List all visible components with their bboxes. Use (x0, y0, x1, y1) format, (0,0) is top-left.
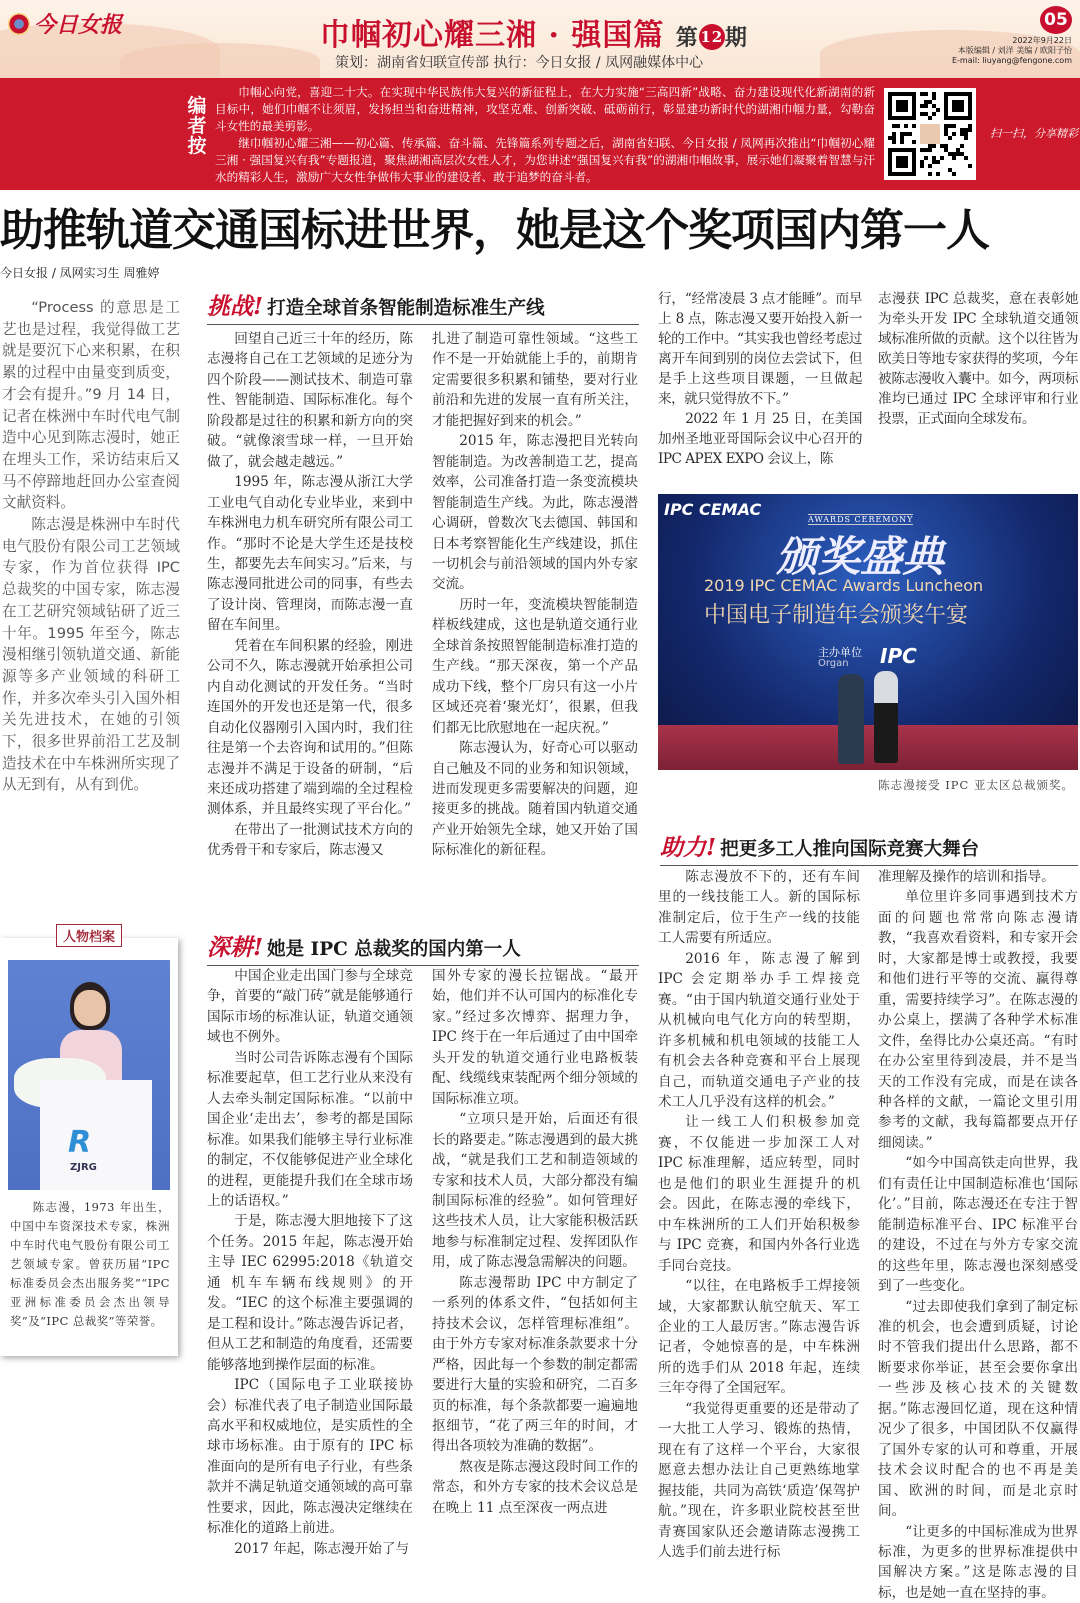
paragraph: 2017 年起，陈志漫开始了与 (207, 1539, 413, 1559)
paragraph: “以往，在电路板手工焊接领域，大家都默认航空航天、军工企业的工人最厉害。”陈志漫告诉记者，令她惊喜的是，中车株洲所的选手们从 2018 年起，连续三年夺得了全国冠军。 (658, 1276, 860, 1399)
paragraph: “如今中国高铁走向世界，我们有责任让中国制造标准也‘国际化’。”目前，陈志漫还在专注于智能制造标准平台、IPC 标准平台的建设，不过在与外方专家交流的这些年里，陈志漫也深刻感受到了一些变化。 (878, 1153, 1078, 1296)
editor-note-paragraph: 巾帼心向党，喜迎二十大。在实现中华民族伟大复兴的新征程上，在大力实施“三高四新”战略、奋力建设现代化新湖南的新目标中，她们巾帼不让须眉，发扬担当和奋进精神，攻坚克难、创新突破、砥砺前行，彰显建功新时代的湖湘巾帼力量，勾勒奋斗女性的最美剪影。 (215, 84, 875, 135)
section-tag: 挑战! (207, 293, 263, 320)
paragraph-continued: 国外专家的漫长拉锯战。“最开始，他们并不认可国内的标准化专家。”经过多次博弈、据理力争，IPC 终于在一年后通过了由中国牵头开发的轨道交通行业电路板装配、线缆线束装配两个细分领域的国际标准立项。 (432, 966, 638, 1109)
paragraph: “过去即使我们拿到了制定标准的机会，也会遭到质疑，讨论时不管我们提出什么思路，都不断要求你举证，甚至会要你拿出一些涉及核心技术的关键数据。”陈志漫回忆道，现在这种情况少了很多，中国团队不仅赢得了国外专家的认可和尊重，开展技术会议时配合的也不再是美国、欧洲的时间，而是北京时间。 (878, 1297, 1078, 1522)
award-column-left (658, 289, 862, 469)
editor-credits: 本版编辑 / 刘洋 美编 / 欧阳子怡 (952, 46, 1072, 56)
paragraph: 在带出了一批测试技术方向的优秀骨干和专家后，陈志漫又 (207, 820, 413, 861)
section-heading-challenge (207, 288, 639, 325)
paragraph: 当时公司告诉陈志漫有个国际标准要起草，但工艺行业从来没有人去牵头制定国际标准。“以前中国企业‘走出去’，参考的都是国际标准。如果我们能够主导行业标准的制定，不仅能够促进产业全球化的进程，更能提升我们在全球市场上的话语权。” (207, 1048, 413, 1212)
editor-note-text (215, 84, 875, 186)
section-heading-deep (207, 929, 639, 966)
paragraph: 中国企业走出国门参与全球竞争，首要的“敲门砖”就是能够通行国际市场的标准认证，轨道交通领域也不例外。 (207, 966, 413, 1048)
editor-note-paragraph: 继巾帼初心耀三湘——初心篇、传承篇、奋斗篇、先锋篇系列专题之后，湖南省妇联、今日女报 / 凤网再次推出“巾帼初心耀三湘 · 强国复兴有我”专题报道，聚焦湖湘高层次女性人才，为您讲述“强国复兴有我”的湖湘巾帼故事，展示她们凝聚着智慧与汗水的精彩人生，激励广大女性争做伟大事业的建设者、敢于追梦的奋斗者。 (215, 135, 875, 186)
stage-floor (658, 725, 1078, 770)
section3-column2 (878, 867, 1078, 1603)
section1-column2 (432, 329, 638, 861)
paragraph: 陈志漫是株洲中车时代电气股份有限公司工艺领域专家，作为首位获得 IPC 总裁奖的中国专家，陈志漫在工艺研究领域钻研了近三十年。1995 年至今，陈志漫相继引领轨道交通、新能源等多产业领域的科研工作，并多次牵头引入国外相关先进技术，在她的引领下，很多世界前沿工艺及制造技术在中车株洲所实现了从无到有，从有到优。 (2, 514, 180, 796)
profile-label: 人物档案 (56, 924, 122, 947)
photo-brand-text: IPC CEMAC (664, 500, 761, 519)
column-banner-title (320, 10, 748, 54)
qr-caption-text: 扫一扫，分享精彩 (990, 127, 1078, 140)
podium-logo-text: ZJRG (70, 1162, 97, 1173)
editor-email: E-mail: liuyang@fengone.com (952, 56, 1072, 66)
page-number: 05 (1040, 6, 1072, 34)
photo-ipc-logo: IPC (880, 644, 917, 668)
lead-column (2, 297, 180, 796)
paragraph: 2015 年，陈志漫把目光转向智能制造。为改善制造工艺，提高效率，公司准备打造一条变流模块智能制造生产线。为此，陈志漫潜心调研，曾数次飞去德国、韩国和日本考察智能化生产线建设，抓住一切机会与前沿领域的国内外专家交流。 (432, 431, 638, 595)
photo-ceremony-text: AWARDS CEREMONY (808, 514, 913, 525)
paragraph: “立项只是开始，后面还有很长的路要走。”陈志漫遇到的最大挑战，“就是我们工艺和制造领域的专家和技术人员，大部分都没有编制国际标准的经验”。如何管理好这些技术人员，让大家能积极活跃地参与标准制定过程、发挥团队作用，成了陈志漫急需解决的问题。 (432, 1109, 638, 1273)
qr-code[interactable] (884, 88, 976, 180)
paragraph: 陈志漫认为，好奇心可以驱动自己触及不同的业务和知识领域，进而发现更多需要解决的问题，迎接更多的挑战。随着国内轨道交通产业开始领先全球，她又开始了国际标准化的新征程。 (432, 738, 638, 861)
award-photo-caption: 陈志漫接受 IPC 亚太区总裁颁奖。 (878, 777, 1074, 793)
paragraph: 让一线工人们积极参加竞赛，不仅能进一步加深工人对 IPC 标准理解，适应转型，同时也是他们的职业生涯提升的机会。因此，在陈志漫的牵线下，中车株洲所的工人们开始积极参与 IPC 竞赛，和国内外各行业选手同台竞技。 (658, 1112, 860, 1276)
section-tag: 深耕! (207, 934, 263, 961)
section2-column1 (207, 966, 413, 1559)
issue-prefix: 第 (676, 25, 699, 51)
section1-column1 (207, 329, 413, 861)
paragraph: “让更多的中国标准成为世界标准，为更多的世界标准提供中国解决方案。”这是陈志漫的目标，也是她一直在坚持的事。 (878, 1522, 1078, 1603)
paragraph-continued: 志漫获 IPC 总裁奖，意在表彰她为牵头开发 IPC 全球轨道交通领域标准所做的贡献。这个以往皆为欧美日等地专家获得的奖项，今年被陈志漫收入囊中。如今，两项标准均已通过 IPC 全球评审和行业投票，正式面向全球发布。 (878, 289, 1078, 429)
profile-text (10, 1198, 170, 1331)
photo-calligraphy-text: 颁奖盛典 (776, 524, 944, 584)
paragraph-continued: 行，“经常凌晨 3 点才能睡”。而早上 8 点，陈志漫又要开始投入新一轮的工作中。“其实我也曾经考虑过离开车间到别的岗位去尝试下，但是手上这些项目课题，一旦做起来，就只觉得放不下。” (658, 289, 862, 409)
header-meta (952, 36, 1072, 66)
qr-caption (990, 126, 1078, 141)
paragraph: 回望自己近三十年的经历，陈志漫将自己在工艺领域的足迹分为四个阶段——测试技术、制造可靠性、智能制造、国际标准化。每个阶段都是过往的积累和新方向的突破。“就像滚雪球一样，一旦开始做了，就会越走越远。” (207, 329, 413, 472)
podium-logo-icon: R (68, 1125, 91, 1160)
banner-subtitle: 策划：湖南省妇联宣传部 执行：今日女报 / 凤网融媒体中心 (335, 52, 703, 72)
issue-date: 2022年9月22日 (952, 36, 1072, 46)
photo-organizer: 主办单位 (818, 644, 862, 660)
photo-organizer-en: Organ (818, 658, 849, 669)
paragraph: 单位里许多同事遇到技术方面的问题也常常向陈志漫请教，“我喜欢看资料，和专家开会时，大家都是博士或教授，我要和他们进行平等的交流、赢得尊重，需要持续学习”。在陈志漫的办公桌上，摆满了各种学术标准文件，垒得比办公桌还高。“有时在办公室里待到凌晨，并不是当天的工作没有完成，而是在读各种各样的文献，一篇论文里引用参考的文献，我每篇都要点开仔细阅读。” (878, 887, 1078, 1153)
photo-event-cn: 中国电子制造年会颁奖午宴 (704, 598, 968, 629)
paragraph: 1995 年，陈志漫从浙江大学工业电气自动化专业毕业，来到中车株洲电力机车研究所有限公司工作。“那时不论是大学生还是技校生，都要先去车间实习。”后来，与陈志漫同批进公司的同事，有些去了设计岗、管理岗，而陈志漫一直留在车间里。 (207, 472, 413, 636)
profile-paragraph: 陈志漫，1973 年出生，中国中车资深技术专家，株洲中车时代电气股份有限公司工艺领域专家。曾获历届“IPC 标准委员会杰出服务奖”“IPC 亚洲标准委员会杰出领导奖”及“IPC 总裁奖”等荣誉。 (10, 1198, 170, 1331)
paragraph: “我觉得更重要的还是带动了一大批工人学习、锻炼的热情，现在有了这样一个平台，大家很愿意去想办法让自己更熟练地掌握技能，共同为高铁‘质造’保驾护航。”现在，许多职业院校甚至世青赛国家队还会邀请陈志漫携工人选手们前去进行标 (658, 1399, 860, 1563)
paragraph: 凭着在车间积累的经验，刚进公司不久，陈志漫就开始承担公司内自动化测试的开发任务。“当时连国外的开发也还是第一代，很多自动化仪器刚引入国内时，我们往往是第一个去咨询和试用的。”但陈志漫并不满足于设备的研制，“后来还成功搭建了端到端的全过程检测体系，并且最终实现了平台化。” (207, 636, 413, 820)
paragraph: 历时一年，变流模块智能制造样板线建成，这也是轨道交通行业全球首条按照智能制造标准打造的生产线。“那天深夜，第一个产品成功下线，整个厂房只有这一小片区域还亮着‘聚光灯’，很累，但我们都无比欣慰地在一起庆祝。” (432, 595, 638, 738)
section-title: 打造全球首条智能制造标准生产线 (267, 298, 545, 319)
award-column-right (878, 289, 1078, 429)
paragraph: 陈志漫放不下的，还有车间里的一线技能工人。新的国际标准制定后，位于生产一线的技能工人需要有所适应。 (658, 867, 860, 949)
paragraph: 2022 年 1 月 25 日，在美国加州圣地亚哥国际会议中心召开的 IPC APEX EXPO 会议上，陈 (658, 409, 862, 469)
editor-note-label: 编者按 (186, 96, 208, 156)
photo-event-en: 2019 IPC CEMAC Awards Luncheon (704, 576, 983, 595)
section-tag: 助力! (660, 834, 716, 861)
paragraph: 熬夜是陈志漫这段时间工作的常态，和外方专家的技术会议总是在晚上 11 点至深夜一两点进 (432, 1457, 638, 1518)
logo-emblem-icon (8, 13, 30, 35)
issue-suffix: 期 (725, 25, 748, 51)
paragraph-continued: 准理解及操作的培训和指导。 (878, 867, 1078, 887)
qr-code-icon (888, 92, 972, 176)
profile-photo (8, 960, 170, 1190)
article-headline: 助推轨道交通国标进世界，她是这个奖项国内第一人 (0, 194, 1080, 258)
banner-title-text: 巾帼初心耀三湘 · 强国篇 (320, 18, 664, 53)
award-ceremony-photo (658, 494, 1078, 770)
article-byline: 今日女报 / 凤网实习生 周雅婷 (0, 264, 160, 281)
paragraph: 2016 年，陈志漫了解到 IPC 会定期举办手工焊接竞赛。“由于国内轨道交通行业处于从机械向电气化方向的转型期，许多机械和机电领域的技能工人有机会去各种竞赛和平台上展现自己，而轨道交通电子产业的技术工人几乎没有这样的机会。” (658, 949, 860, 1113)
person-figure (874, 671, 898, 763)
paragraph: IPC（国际电子工业联接协会）标准代表了电子制造业国际最高水平和权威地位，是实质性的全球市场标准。由于原有的 IPC 标准面向的是所有电子行业，有些条款并不满足轨道交通领域的高可靠性要求，因此，陈志漫决定继续在标准化的道路上前进。 (207, 1375, 413, 1539)
paragraph: 于是，陈志漫大胆地接下了这个任务。2015 年起，陈志漫开始主导 IEC 62995:2018《轨道交通 机车车辆布线规则》的开发。“IEC 的这个标准主要强调的是工程和设计。”陈志漫告诉记者，但从工艺和制造的角度看，还需要能够落地到操作层面的标准。 (207, 1211, 413, 1375)
person-figure (838, 674, 864, 764)
section2-column2 (432, 966, 638, 1518)
section3-column1 (658, 867, 860, 1562)
logo-text: 今日女报 (34, 8, 122, 39)
section-title: 把更多工人推向国际竞赛大舞台 (720, 839, 979, 860)
paragraph-continued: 扎进了制造可靠性领域。“这些工作不是一开始就能上手的，前期肯定需要很多积累和铺垫，要对行业前沿和先进的发展一直有所关注，才能把握好到来的机会。” (432, 329, 638, 431)
paragraph: 陈志漫帮助 IPC 中方制定了一系列的体系文件，“包括如何主持技术会议，怎样管理标准组”。由于外方专家对标准条款要求十分严格，因此每一个参数的制定都需要进行大量的实验和研究，二百多页的标准，每个条款都要一遍遍地抠细节，“花了两三年的时间，才得出各项较为准确的数据”。 (432, 1273, 638, 1457)
issue-number-badge: 12 (699, 24, 725, 50)
newspaper-logo (8, 8, 122, 39)
section-title: 她是 IPC 总裁奖的国内第一人 (267, 939, 521, 960)
paragraph: “Process 的意思是工艺也是过程，我觉得做工艺就是要沉下心来积累，在积累的过程中由量变到质变，才会有提升。”9 月 14 日，记者在株洲中车时代电气制造中心见到陈志漫时，她正在埋头工作，采访结束后又马不停蹄地赶回办公室查阅文献资料。 (2, 297, 180, 514)
section-heading-support (660, 829, 1078, 866)
